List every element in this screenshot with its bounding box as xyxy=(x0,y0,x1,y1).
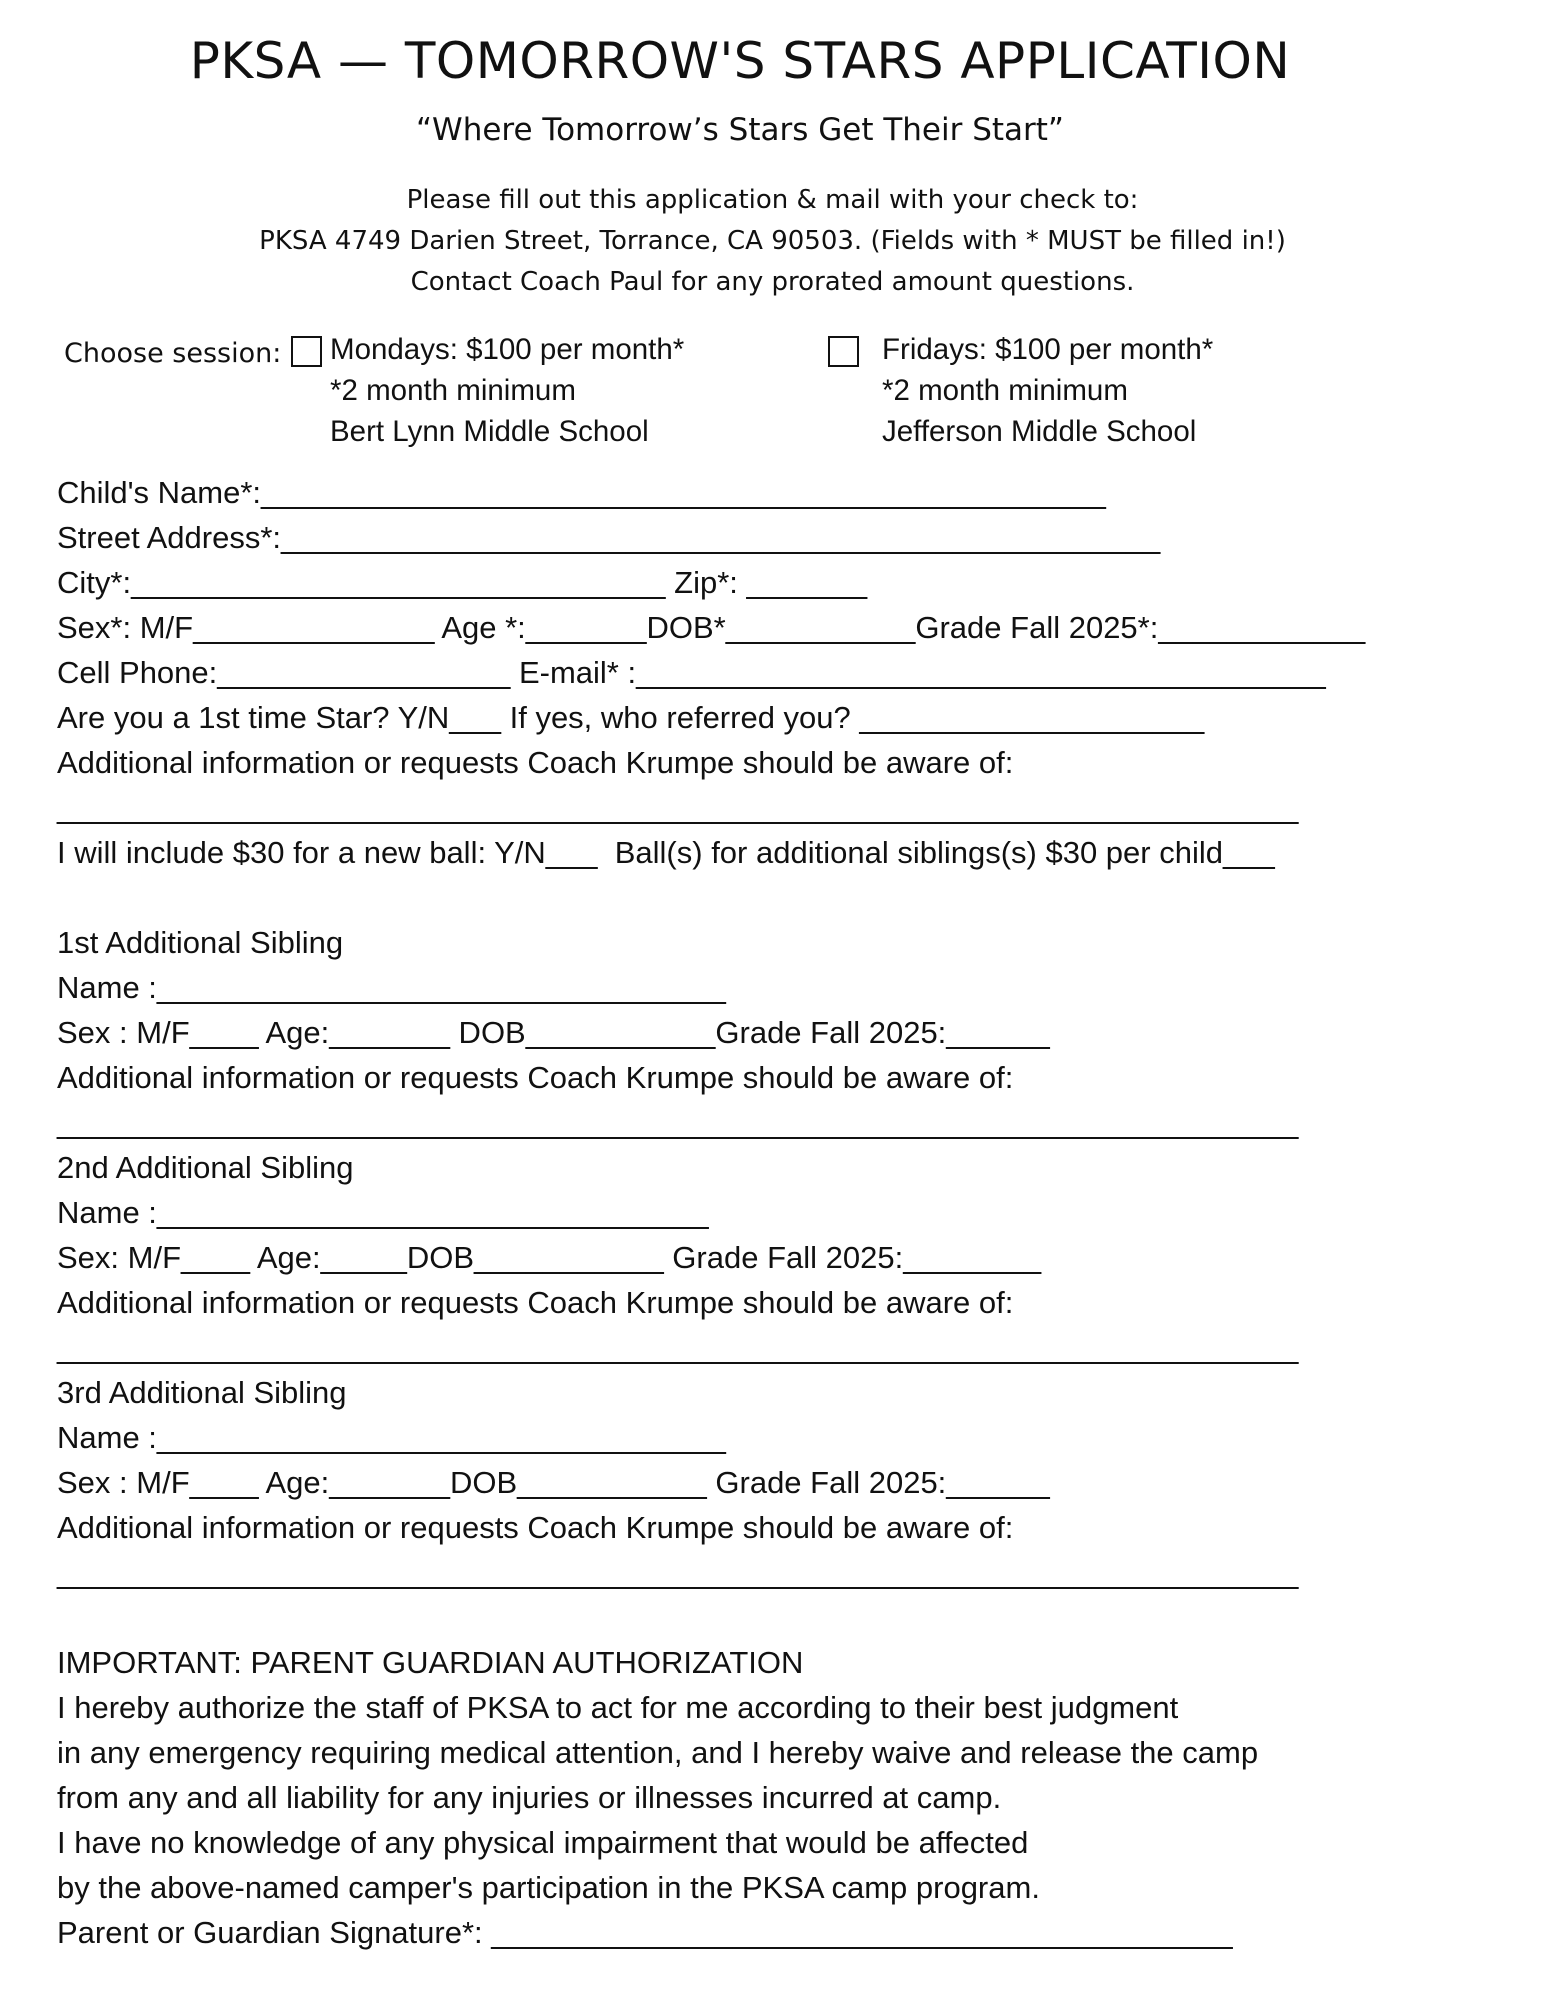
ball-purchase-field[interactable]: I will include $30 for a new ball: Y/N___ Ball(s) for additional siblings(s) $30 per child___ xyxy=(57,835,1275,870)
sibling-1-info-label: Additional information or requests Coach Krumpe should be aware of: xyxy=(57,1060,1014,1095)
monday-session-location: Bert Lynn Middle School xyxy=(330,415,649,448)
sibling-1-heading: 1st Additional Sibling xyxy=(57,925,344,960)
child-name-field[interactable]: Child's Name*:_________________________________________________ xyxy=(57,475,1106,510)
authorization-heading: IMPORTANT: PARENT GUARDIAN AUTHORIZATION xyxy=(57,1645,804,1680)
tagline: “Where Tomorrow’s Stars Get Their Start” xyxy=(415,112,1064,148)
authorization-text-line: in any emergency requiring medical attention, and I hereby waive and release the camp xyxy=(57,1735,1259,1770)
friday-session-minimum: *2 month minimum xyxy=(882,374,1128,407)
sex-age-dob-grade-field[interactable]: Sex*: M/F______________ Age *:_______DOB*___________Grade Fall 2025*:____________ xyxy=(57,610,1366,645)
authorization-text-line: I hereby authorize the staff of PKSA to act for me according to their best judgment xyxy=(57,1690,1179,1725)
sibling-1-info-field[interactable]: ________________________________________________________________________ xyxy=(57,1105,1299,1140)
sibling-2-info-field[interactable]: ________________________________________________________________________ xyxy=(57,1330,1299,1365)
sibling-3-info-label: Additional information or requests Coach Krumpe should be aware of: xyxy=(57,1510,1014,1545)
friday-session-location: Jefferson Middle School xyxy=(882,415,1197,448)
child-info-label: Additional information or requests Coach Krumpe should be aware of: xyxy=(57,745,1014,780)
signature-field[interactable]: Parent or Guardian Signature*: ___________________________________________ xyxy=(57,1915,1233,1950)
sibling-3-details-field[interactable]: Sex : M/F____ Age:_______DOB___________ Grade Fall 2025:______ xyxy=(57,1465,1050,1500)
child-info-field[interactable]: ________________________________________________________________________ xyxy=(57,790,1299,825)
sibling-3-info-field[interactable]: ________________________________________________________________________ xyxy=(57,1555,1299,1590)
authorization-text-line: from any and all liability for any injuries or illnesses incurred at camp. xyxy=(57,1780,1002,1815)
sibling-1-details-field[interactable]: Sex : M/F____ Age:_______ DOB___________Grade Fall 2025:______ xyxy=(57,1015,1050,1050)
sibling-2-name-field[interactable]: Name :________________________________ xyxy=(57,1195,709,1230)
authorization-text-line: by the above-named camper's participation in the PKSA camp program. xyxy=(57,1870,1040,1905)
phone-email-field[interactable]: Cell Phone:_________________ E-mail* :________________________________________ xyxy=(57,655,1326,690)
contact-line: Contact Coach Paul for any prorated amount questions. xyxy=(410,267,1135,297)
sibling-3-name-field[interactable]: Name :_________________________________ xyxy=(57,1420,726,1455)
monday-session-title: Mondays: $100 per month* xyxy=(330,333,685,366)
session-label: Choose session: xyxy=(64,338,282,369)
city-zip-field[interactable]: City*:_______________________________ Zip*: _______ xyxy=(57,565,868,600)
street-address-field[interactable]: Street Address*:___________________________________________________ xyxy=(57,520,1161,555)
sibling-2-heading: 2nd Additional Sibling xyxy=(57,1150,354,1185)
instruction-line-1: Please fill out this application & mail with your check to: xyxy=(406,185,1139,215)
sibling-2-info-label: Additional information or requests Coach Krumpe should be aware of: xyxy=(57,1285,1014,1320)
first-time-referral-field[interactable]: Are you a 1st time Star? Y/N___ If yes, who referred you? ____________________ xyxy=(57,700,1205,735)
friday-session-checkbox[interactable] xyxy=(828,336,859,367)
friday-session-title: Fridays: $100 per month* xyxy=(882,333,1214,366)
sibling-1-name-field[interactable]: Name :_________________________________ xyxy=(57,970,726,1005)
authorization-text-line: I have no knowledge of any physical impairment that would be affected xyxy=(57,1825,1029,1860)
form-title: PKSA — TOMORROW'S STARS APPLICATION xyxy=(189,32,1291,90)
monday-session-minimum: *2 month minimum xyxy=(330,374,576,407)
mailing-address-line: PKSA 4749 Darien Street, Torrance, CA 90503. (Fields with * MUST be filled in!) xyxy=(259,226,1286,256)
sibling-3-heading: 3rd Additional Sibling xyxy=(57,1375,347,1410)
sibling-2-details-field[interactable]: Sex: M/F____ Age:_____DOB___________ Grade Fall 2025:________ xyxy=(57,1240,1042,1275)
monday-session-checkbox[interactable] xyxy=(291,336,322,367)
